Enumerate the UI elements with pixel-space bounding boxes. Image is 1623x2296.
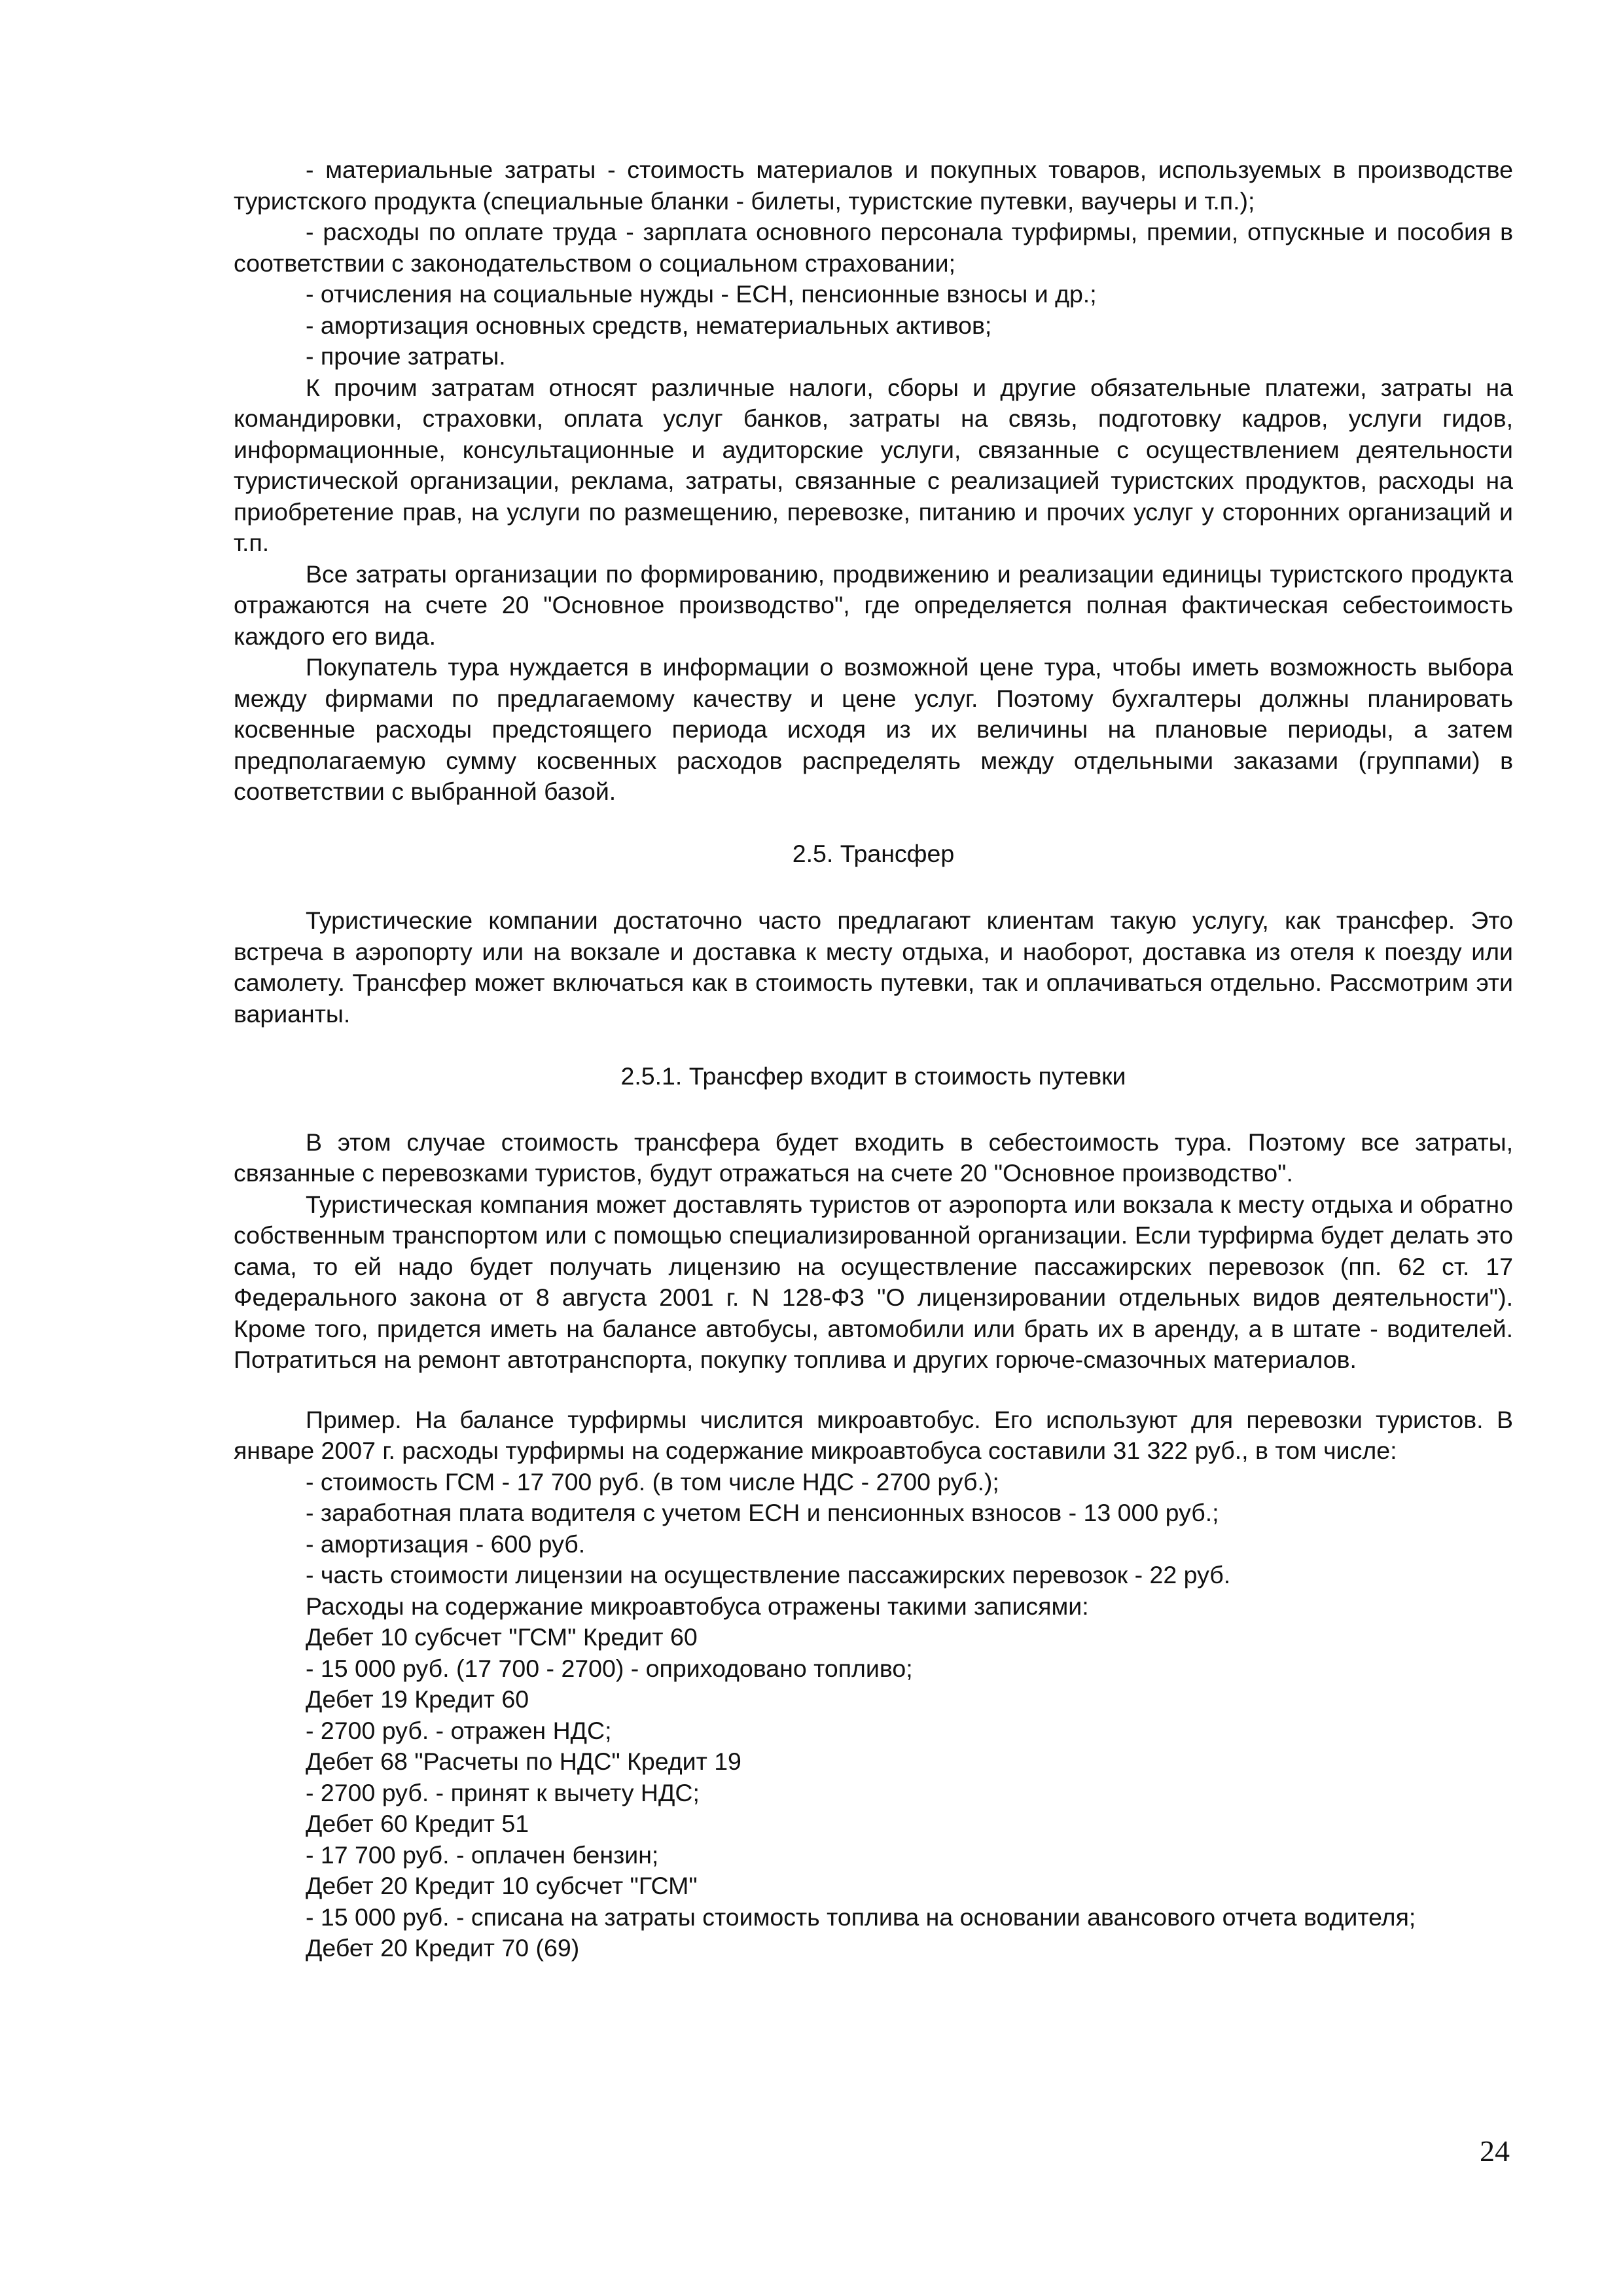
example-line: - 2700 руб. - отражен НДС; [306, 1716, 612, 1744]
example-line: - амортизация - 600 руб. [306, 1530, 586, 1558]
paragraph: Туристическая компания может доставлять туристов от аэропорта или вокзала к месту отдыха и обратно собственным транспортом или с помощью специализированной организации. Если турфирма будет делать это сама, то ей надо будет получать лицензию на осуществление пассажирских перевозок (пп. 62 ст. 17 Федерального закона от 8 августа 2001 г. N 128-ФЗ "О лицензировании отдельных видов деятельности"). Кроме того, придется иметь на балансе автобусы, автомобили или брать их в аренду, а в штате - водителей. Потратиться на ремонт автотранспорта, покупку топлива и других горюче-смазочных материалов. [234, 1190, 1513, 1373]
paragraph: Покупатель тура нуждается в информации о возможной цене тура, чтобы иметь возможность выбора между фирмами по предлагаемому качеству и цене услуг. Поэтому бухгалтеры должны планировать косвенные расходы предстоящего периода исходя из их величины на плановые периоды, а затем предполагаемую сумму косвенных расходов распределять между отдельными заказами (группами) в соответствии с выбранной базой. [234, 653, 1513, 805]
subsection-heading: 2.5.1. Трансфер входит в стоимость путевки [620, 1062, 1126, 1090]
accounting-entry: Дебет 20 Кредит 10 субсчет "ГСМ" [306, 1872, 698, 1899]
example-line: - 15 000 руб. (17 700 - 2700) - оприходовано топливо; [306, 1654, 913, 1682]
page-number: 24 [1480, 2134, 1510, 2168]
example-line: - 2700 руб. - принят к вычету НДС; [306, 1778, 700, 1806]
example-line: Расходы на содержание микроавтобуса отражены такими записями: [306, 1592, 1089, 1620]
example-line: - часть стоимости лицензии на осуществление пассажирских перевозок - 22 руб. [306, 1561, 1231, 1588]
list-item: - прочие затраты. [306, 342, 506, 370]
paragraph: Туристические компании достаточно часто предлагают клиентам такую услугу, как трансфер. Это встреча в аэропорту или на вокзале и доставка к месту отдыха, и наоборот, доставка из отеля к поезду или самолету. Трансфер может включаться как в стоимость путевки, так и оплачиваться отдельно. Рассмотрим эти варианты. [234, 906, 1513, 1028]
accounting-entry: Дебет 19 Кредит 60 [306, 1685, 529, 1713]
example-line: - заработная плата водителя с учетом ЕСН и пенсионных взносов - 13 000 руб.; [306, 1499, 1219, 1526]
document-page [234, 154, 1513, 1964]
accounting-entry: Дебет 68 "Расчеты по НДС" Кредит 19 [306, 1748, 741, 1775]
accounting-entry: Дебет 10 субсчет "ГСМ" Кредит 60 [306, 1623, 698, 1651]
example-intro: Пример. На балансе турфирмы числится микроавтобус. Его используют для перевозки туристов. В январе 2007 г. расходы турфирмы на содержание микроавтобуса составили 31 322 руб., в том числе: [234, 1405, 1513, 1464]
paragraph: К прочим затратам относят различные налоги, сборы и другие обязательные платежи, затраты на командировки, страховки, оплата услуг банков, затраты на связь, подготовку кадров, услуги гидов, информационные, консультационные и аудиторские услуги, связанные с осуществлением деятельности туристической организации, реклама, затраты, связанные с реализацией туристских продуктов, расходы на приобретение прав, на услуги по размещению, перевозке, питанию и прочих услуг у сторонних организаций и т.п. [234, 373, 1513, 556]
example-line: - 15 000 руб. - списана на затраты стоимость топлива на основании авансового отчета водителя; [306, 1903, 1416, 1931]
accounting-entry: Дебет 60 Кредит 51 [306, 1810, 529, 1837]
list-item: - амортизация основных средств, нематериальных активов; [306, 311, 992, 339]
accounting-entry: Дебет 20 Кредит 70 (69) [306, 1934, 580, 1962]
list-item: - расходы по оплате труда - зарплата основного персонала турфирмы, премии, отпускные и пособия в соответствии с законодательством о социальном страховании; [234, 218, 1513, 277]
example-line: - 17 700 руб. - оплачен бензин; [306, 1840, 659, 1869]
example-line: - стоимость ГСМ - 17 700 руб. (в том числе НДС - 2700 руб.); [306, 1467, 999, 1496]
list-item: - отчисления на социальные нужды - ЕСН, пенсионные взносы и др.; [306, 280, 1097, 308]
paragraph: Все затраты организации по формированию, продвижению и реализации единицы туристского продукта отражаются на счете 20 "Основное производство", где определяется полная фактическая себестоимость каждого его вида. [234, 560, 1513, 650]
section-heading: 2.5. Трансфер [792, 839, 955, 867]
paragraph: В этом случае стоимость трансфера будет входить в себестоимость тура. Поэтому все затраты, связанные с перевозками туристов, будут отражаться на счете 20 "Основное производство". [234, 1128, 1513, 1187]
list-item: - материальные затраты - стоимость материалов и покупных товаров, используемых в производстве туристского продукта (специальные бланки - билеты, туристские путевки, ваучеры и т.п.); [234, 156, 1513, 215]
